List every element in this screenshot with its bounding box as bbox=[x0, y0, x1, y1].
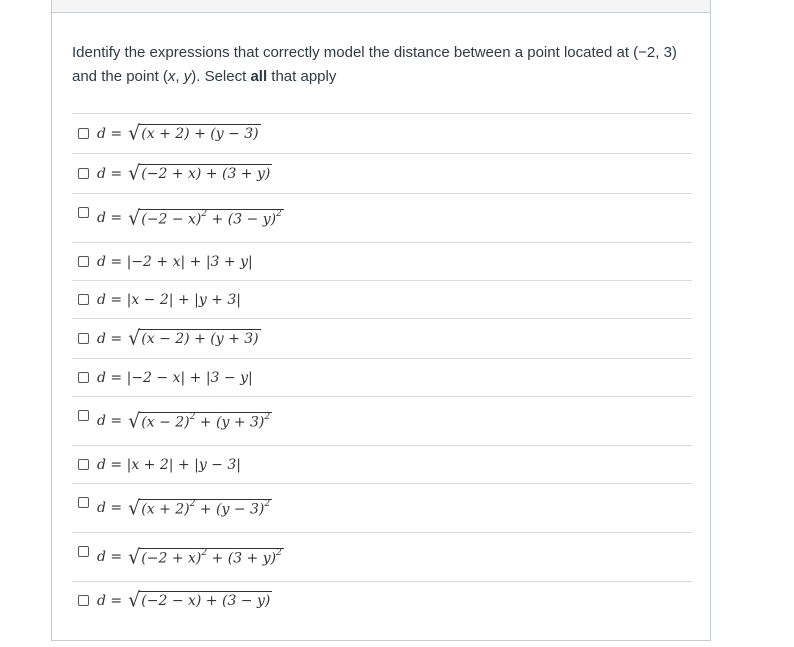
sqrt-symbol: √ $(x + 2)^2 + (y - 3)^2$ bbox=[128, 495, 271, 520]
answer-checkbox[interactable] bbox=[78, 595, 89, 606]
answer-expression: d = √ (−2 − x) + (3 − y) bbox=[97, 588, 271, 612]
answer-expression: d = √ (−2 + x) + (3 + y) bbox=[97, 161, 271, 185]
answer-expression: d = √ $(-2 - x)^2 + (3 - y)^2$ bbox=[97, 205, 282, 230]
question-card bbox=[51, 0, 711, 641]
answer-expression: d = √ $(-2 + x)^2 + (3 + y)^2$ bbox=[97, 544, 282, 569]
answer-expression: d = |x − 2| + |y + 3| bbox=[97, 291, 241, 308]
answer-checkbox[interactable] bbox=[78, 546, 89, 557]
answer-option-9[interactable] bbox=[72, 445, 692, 483]
answer-expression: d = √ $(x + 2)^2 + (y - 3)^2$ bbox=[97, 495, 271, 520]
answer-option-10[interactable] bbox=[72, 483, 692, 532]
sqrt-symbol: √ $(-2 + x)^2 + (3 + y)^2$ bbox=[128, 544, 282, 569]
answer-checkbox[interactable] bbox=[78, 410, 89, 421]
answer-option-2[interactable] bbox=[72, 153, 692, 193]
answer-option-3[interactable] bbox=[72, 193, 692, 242]
answer-list bbox=[72, 113, 692, 619]
answer-option-5[interactable] bbox=[72, 280, 692, 318]
sqrt-symbol: √ (x + 2) + (y − 3) bbox=[128, 121, 259, 145]
answer-checkbox[interactable] bbox=[78, 256, 89, 267]
answer-option-7[interactable] bbox=[72, 358, 692, 396]
answer-expression: d = √ (x − 2) + (y + 3) bbox=[97, 326, 259, 350]
answer-expression: d = |−2 − x| + |3 − y| bbox=[97, 369, 253, 386]
answer-checkbox[interactable] bbox=[78, 128, 89, 139]
answer-checkbox[interactable] bbox=[78, 333, 89, 344]
answer-expression: d = √ $(x - 2)^2 + (y + 3)^2$ bbox=[97, 408, 271, 433]
sqrt-symbol: √ $(-2 - x)^2 + (3 - y)^2$ bbox=[128, 205, 282, 230]
answer-checkbox[interactable] bbox=[78, 207, 89, 218]
answer-checkbox[interactable] bbox=[78, 459, 89, 470]
sqrt-symbol: √ (−2 − x) + (3 − y) bbox=[128, 588, 271, 612]
answer-option-4[interactable] bbox=[72, 242, 692, 280]
answer-checkbox[interactable] bbox=[78, 372, 89, 383]
answer-expression: d = |−2 + x| + |3 + y| bbox=[97, 253, 253, 270]
answer-expression: d = |x + 2| + |y − 3| bbox=[97, 456, 241, 473]
answer-option-8[interactable] bbox=[72, 396, 692, 445]
answer-checkbox[interactable] bbox=[78, 497, 89, 508]
question-header bbox=[52, 0, 710, 13]
answer-option-1[interactable] bbox=[72, 113, 692, 153]
sqrt-symbol: √ (x − 2) + (y + 3) bbox=[128, 326, 259, 350]
answer-expression: d = √ (x + 2) + (y − 3) bbox=[97, 121, 259, 145]
sqrt-symbol: √ (−2 + x) + (3 + y) bbox=[128, 161, 271, 185]
answer-option-6[interactable] bbox=[72, 318, 692, 358]
answer-option-11[interactable] bbox=[72, 532, 692, 581]
answer-checkbox[interactable] bbox=[78, 294, 89, 305]
answer-option-12[interactable] bbox=[72, 581, 692, 619]
answer-checkbox[interactable] bbox=[78, 168, 89, 179]
sqrt-symbol: √ $(x - 2)^2 + (y + 3)^2$ bbox=[128, 408, 271, 433]
question-text: Identify the expressions that correctly model the distance between a point located at (−2, 3) and the point (x, y). Select all that apply bbox=[72, 44, 677, 85]
